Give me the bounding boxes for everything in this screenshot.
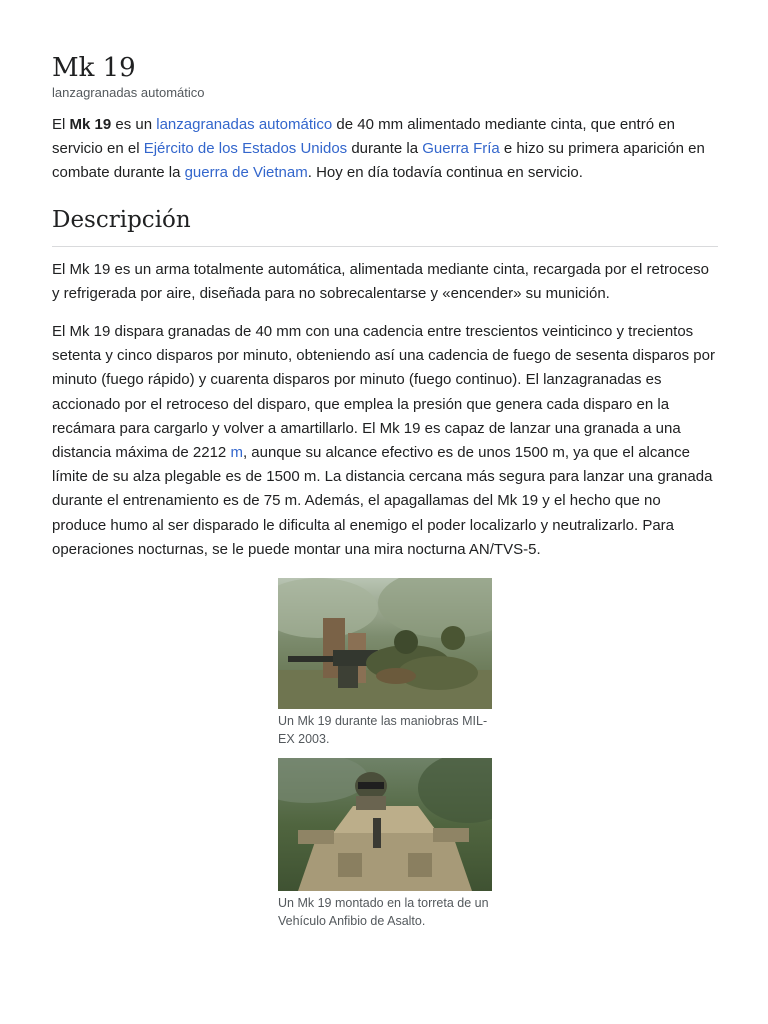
- intro-paragraph: [52, 113, 718, 186]
- link-ejercito[interactable]: Ejército de los Estados Unidos: [143, 140, 348, 158]
- page-title: Mk 19: [52, 53, 136, 83]
- link-metro[interactable]: m: [230, 444, 243, 462]
- figure-caption: Un Mk 19 durante las maniobras MIL-EX 2003.: [278, 714, 488, 746]
- link-guerra-vietnam[interactable]: guerra de Vietnam: [184, 164, 308, 182]
- intro-text: durante la: [347, 140, 423, 158]
- figure-caption: Un Mk 19 montado en la torreta de un Vehículo Anfibio de Asalto.: [278, 896, 489, 928]
- paragraph-text: El Mk 19 dispara granadas de 40 mm con una cadencia entre trescientos veinticinco y trecientos setenta y cinco disparos por minuto, obteniendo así una cadencia de fuego de sesenta disparos por minuto (fuego rápido) y cuarenta disparos por minuto (fuego continuo). El lanzagranadas es accionado por el retroceso del disparo, que emplea la presión que genera cada disparo en la recámara para cargarlo y volver a amartillarlo. El Mk 19 es capaz de lanzar una granada a una distancia máxima de 2212: [52, 323, 715, 462]
- page-subtitle: lanzagranadas automático: [52, 85, 205, 100]
- link-lanzagranadas[interactable]: lanzagranadas automático: [156, 116, 333, 133]
- intro-bold-term: Mk 19: [69, 116, 112, 133]
- intro-text: es un: [111, 116, 157, 133]
- mk19-turret-photo[interactable]: [278, 758, 492, 891]
- link-guerra-fria[interactable]: Guerra Fría: [422, 140, 500, 158]
- description-paragraph-2: [52, 320, 718, 562]
- figure-mk19-turret: [278, 758, 492, 930]
- mk19-field-photo[interactable]: [278, 578, 492, 709]
- intro-text: de 40 mm alimentado mediante cinta, que entró en servicio en el: [52, 116, 675, 158]
- section-heading-descripcion[interactable]: Descripción: [52, 203, 718, 247]
- intro-text: e hizo su primera aparición en combate durante la: [52, 140, 705, 182]
- intro-text: El: [52, 116, 70, 133]
- figure-mk19-milex: [278, 578, 492, 748]
- intro-text: . Hoy en día todavía continua en servicio.: [307, 164, 583, 182]
- description-paragraph-1: El Mk 19 es un arma totalmente automática, alimentada mediante cinta, recargada por el retroceso y refrigerada por aire, diseñada para no sobrecalentarse y «encender» su munición.: [52, 261, 710, 303]
- paragraph-text: , aunque su alcance efectivo es de unos 1500 m, ya que el alcance límite de su alza plegable es de 1500 m. La distancia cercana más segura para lanzar una granada durante el entrenamiento es de 75 m. Además, el apagallamas del Mk 19 y el hecho que no produce humo al ser disparado le dificulta al enemigo el poder localizarlo y neutralizarlo. Para operaciones nocturnas, se le puede montar una mira nocturna AN/TVS-5.: [52, 444, 713, 558]
